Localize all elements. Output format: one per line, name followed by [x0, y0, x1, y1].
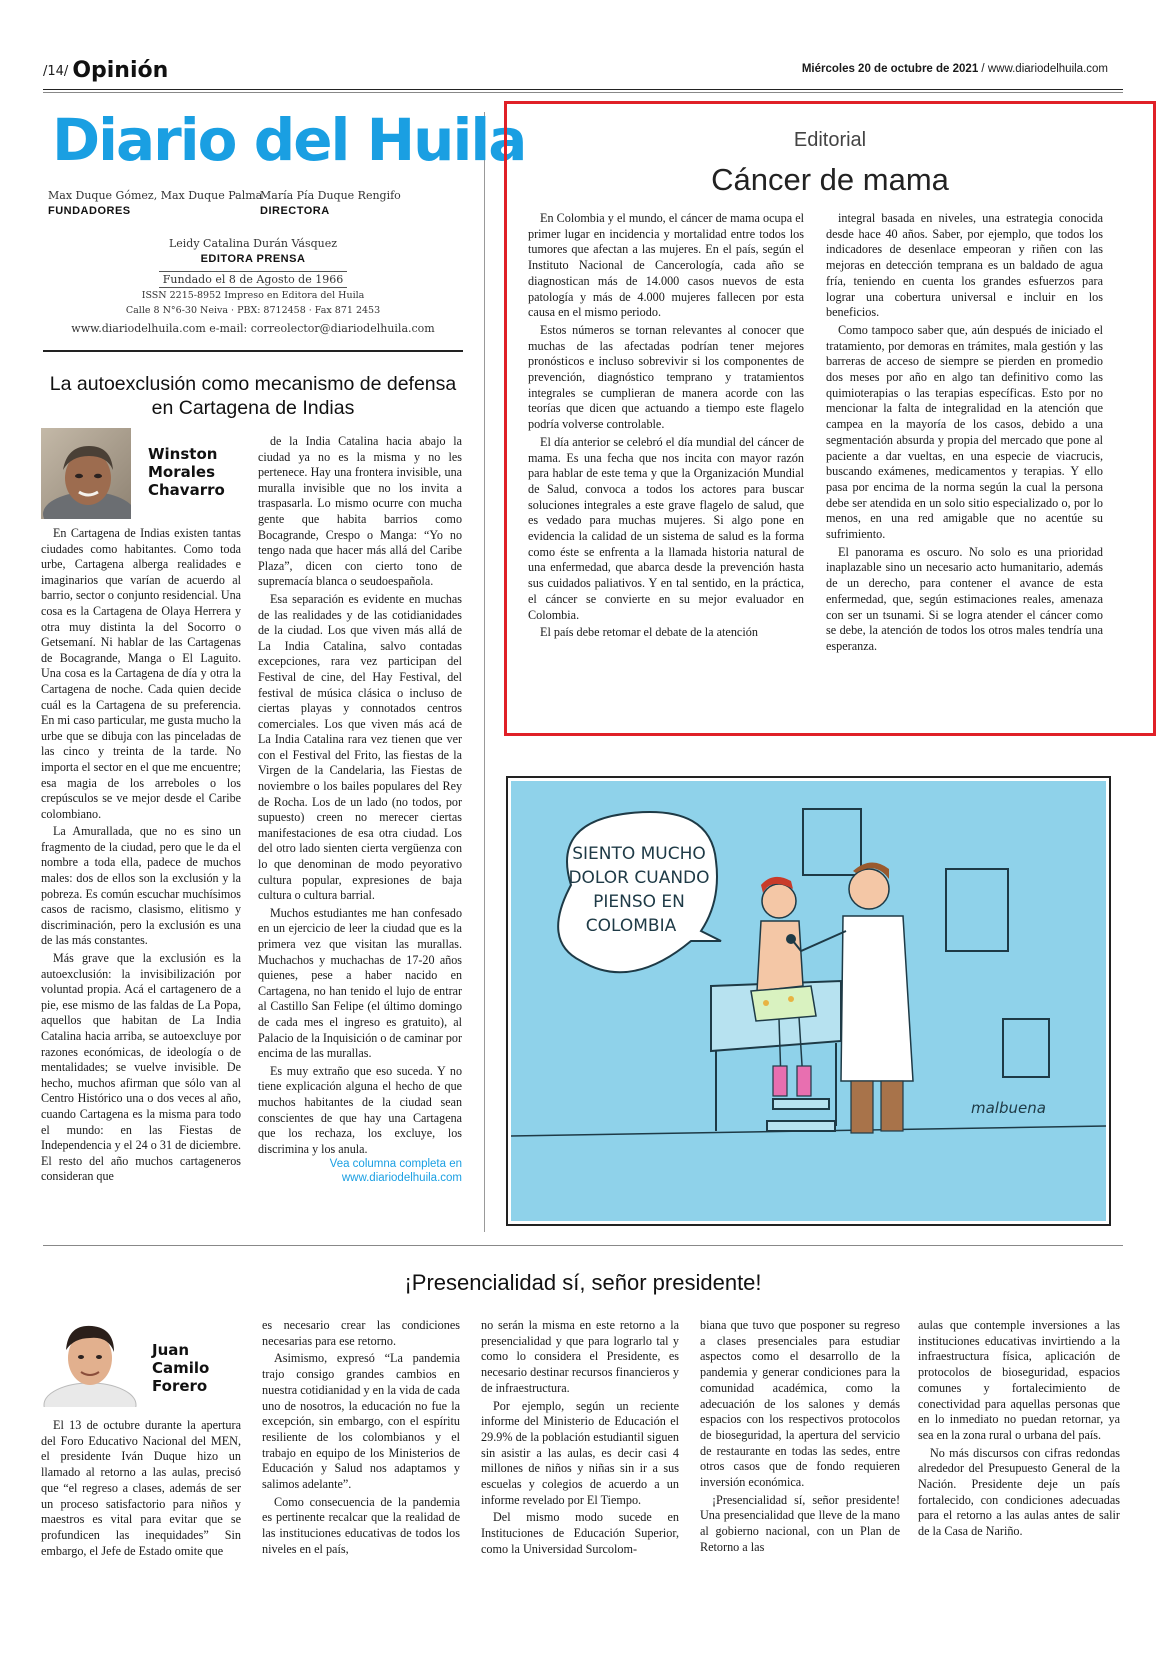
paragraph: Es muy extraño que eso suceda. Y no tiene explicación alguna el hecho de que muchos habitantes de la ciudad sean conscientes de que hay una Cartagena que los rechaza, los excluye, los discrimina y los anula. — [258, 1063, 462, 1156]
editorial-col-b — [826, 211, 1103, 655]
director-name: María Pía Duque Rengifo — [260, 189, 401, 202]
read-more-link[interactable] — [258, 1157, 462, 1185]
speech-line: SIENTO MUCHO — [572, 844, 706, 864]
paragraph: Como consecuencia de la pandemia es pertinente recalcar que la realidad de las instituciones educativas de todos los niveles en el país, — [262, 1494, 460, 1556]
read-more-url[interactable]: www.diariodelhuila.com — [341, 1172, 462, 1185]
paragraph: aulas que contemple inversiones a las instituciones educativas invirtiendo a la infraestructura física, aplicación de protocolos de bioseguridad, espacios comunes y fortalecimiento de conectividad para aquellas personas que en lo inmediato no puedan retornar, ya sea en la zona rural o urbana del país. — [918, 1318, 1120, 1442]
paragraph: La Amurallada, que no es sino un fragmento de la ciudad, pero que le da el nombre a toda ella, padece de muchos males: dos de ellos son la exclusión y la pobreza. Es común escuchar muchísimos casos de racismo, clasismo, elitismo y discriminación, pero la exclusión es una de las más constantes. — [41, 824, 241, 948]
paragraph: Estos números se tornan relevantes al conocer que muchas de las afectadas podrían tener mejores pronósticos e incluso sobrevivir si los componentes de prevención, diagnóstico temprano y tratamientos integrales se cumplieran de manera acorde con las teorías que dicen que actuando a tiempo este flagelo podría volverse controlable. — [528, 322, 804, 432]
paragraph: no serán la misma en este retorno a la presencialidad y que para lograrlo tal y como lo considera el Presidente, es necesario destinar recursos financieros y de infraestructura. — [481, 1318, 679, 1395]
paragraph: El día anterior se celebró el día mundial del cáncer de mama. Es una fecha que nos incita con mayor razón para hablar de este tema y que la Organización Mundial de Salud, convoca a todos los actores para buscar soluciones integrales a este grave flagelo de salud, que es vedado para muchas mujeres. Si algo pone en evidencia la calidad de un sistema de salud es la forma como éste se enfrenta a la llamada historia natural de una enfermedad, que abarca desde la prevención hasta sus cuidados paliativos. Y en tal sentido, en la práctica, el cáncer se convierte en su mejor evaluador en Colombia. — [528, 434, 804, 622]
director-role: DIRECTORA — [260, 205, 330, 217]
paragraph: Por ejemplo, según un reciente informe del Ministerio de Educación el 29.9% de la población estudiantil siguen sin asistir a las aulas, es decir casi 4 millones de niños y niñas sin ir a sus escuelas y colegios de acuerdo a un informe revelado por El Tiempo. — [481, 1398, 679, 1507]
author-line: Forero — [152, 1377, 208, 1395]
header-separator: / — [978, 63, 988, 75]
issn-line: ISSN 2215-8952 Impreso en Editora del Huila — [141, 290, 365, 301]
author-line: Camilo — [152, 1359, 210, 1377]
column2-title: ¡Presencialidad sí, señor presidente! — [404, 1270, 762, 1295]
cartoonist-signature: malbuena — [971, 1099, 1046, 1117]
column-divider — [484, 112, 485, 1232]
column1-col-b — [258, 434, 462, 1185]
paragraph: El panorama es oscuro. No solo es una prioridad inaplazable sino un necesario acto humanitario, además de un derecho, para contener el avance de esta enfermedad, que, según estimaciones reales, amenaza con ser un tsunami. Si se logra atender el cáncer como se debe, la atención de todos los otros males tendría una esperanza. — [826, 544, 1103, 653]
editorial-cartoon — [506, 776, 1111, 1226]
header-rule-thin — [43, 92, 1123, 93]
page-date: Miércoles 20 de octubre de 2021 — [801, 63, 979, 75]
director-credit — [260, 188, 401, 219]
speech-line: COLOMBIA — [585, 916, 677, 936]
paragraph: No más discursos con cifras redondas alrededor del Presupuesto General de la Nación. Presidente deje un país fortalecido, con condiciones adecuadas para el retorno a las aulas antes de salir de la Casa de Nariño. — [918, 1445, 1120, 1539]
bottom-section-rule — [43, 1245, 1123, 1246]
paragraph: integral basada en niveles, una estrategia conocida desde hace 40 años. Saber, por ejemplo, que todos los indicadores de desenlace empeoran y riñen con las mejoras en detección temprana es un baldado de agua fría, teniendo en cuenta los grandes esfuerzos para lograr una cobertura universal e incluir en los beneficios. — [826, 211, 1103, 320]
paragraph: Esa separación es evidente en muchas de las realidades y de las cotidianidades de la ciudad. Los que viven más allá de La India Catalina, salvo contadas excepciones, rara vez participan del Festival de cine, del Hay Festival, del festival de música clásica o incluso de ciertas playas y connotados centros comerciales. Los que viven más acá de La India Catalina rara vez tienen que ver con el Festival del Frito, las fiestas de la Virgen de la Candelaria, las Fiestas de noviembre o los bailes populares del Rey de Rocha. Los de un lado (no todos, por supuesto) creen no merecer ciertas manifestaciones de esa otra ciudad. Los del otro lado sienten cierta vergüenza con lo que denominan de modo peyorativo cultura popular, expresiones de baja cultura o cultura barrial. — [258, 591, 462, 903]
paragraph: biana que tuvo que posponer su regreso a clases presenciales para estudiar aspectos como el desarrollo de la pandemia y generar condiciones para la comunidad académica, como la adecuación de los salones y demás espacios con los respectivos protocolos de bioseguridad, la apertura del servicio de restaurante en todas las sedes, entre otros casos que de fondo requieren inversión económica. — [700, 1318, 900, 1490]
paragraph: En Colombia y el mundo, el cáncer de mama ocupa el primer lugar en incidencia y mortalidad entre todos los tumores que afectan a las mujeres. En el país, según el Instituto Nacional de Cancerología, cada año se diagnostican más de 14.000 casos nuevos de esta patología y más de 4.000 mujeres fallecen por esta causa en el mismo periodo. — [528, 211, 804, 320]
author-line: Morales — [148, 463, 215, 481]
header-rule — [43, 89, 1123, 90]
column2-col-d — [700, 1318, 900, 1556]
editorial-title: Cáncer de mama — [711, 162, 949, 197]
editorial-label: Editorial — [793, 129, 867, 151]
editor-role: EDITORA PRENSA — [200, 253, 306, 265]
paragraph: El 13 de octubre durante la apertura del Foro Educativo Nacional del MEN, el presidente Iván Duque hizo un llamado al retorno a las aulas, precisó que “el regreso a clases, además de ser un proceso satisfactorio para niños y maestros es vital para evitar que se profundicen las inequidades” Sin embargo, el Jefe de Estado omite que — [41, 1418, 241, 1558]
paragraph: ¡Presencialidad sí, señor presidente! Una presencialidad que lleve de la mano al gobierno nacional, con un Plan de Retorno a las — [700, 1492, 900, 1554]
column2-col-c — [481, 1318, 679, 1558]
author-photo-winston — [41, 428, 131, 519]
column1-author — [148, 445, 225, 499]
read-more-text[interactable]: Vea columna completa en — [329, 1158, 462, 1171]
masthead-rule — [43, 350, 463, 352]
paragraph: Más grave que la exclusión es la autoexclusión: la invisibilización por voluntad propia. Acá el cartagenero de a pie, ese mismo de las faldas de La Popa, aquellos que habitan de La India Catalina hacia arriba, se autoexcluye por razones económicas, de ideología o de mentalidades; se vuelve invisible. De hecho, muchos afirman que sólo van al Centro Histórico una o dos veces al año, cuando Cartagena es la misma para todo el mundo: en las Fiestas de Independencia y el 24 o 31 de diciembre. El resto del año muchos cartageneros consideran que — [41, 951, 241, 1184]
paragraph: El país debe retomar el debate de la atención — [540, 625, 758, 640]
author-line: Juan — [152, 1341, 190, 1359]
paragraph: Como tampoco saber que, aún después de iniciado el tratamiento, por demoras en trámites, mala gestión y las barreras de acceso de siempre se pierden en promedio dos meses por año en algo tan definitivo como las quimioterapias o las terapias específicas. Esto por no mencionar la falta de integralidad en la atención que campea en la mayoría de los casos, debido a una segmentación absurda y propia del mercado que pone al paciente a dar vueltas, en una especie de viacrucis, buscando exámenes, medicamentos y terapias. Y ello pasa por encima de la norma según la cual la persona debe ser atendida en un solo sitio especializado o, por lo menos, en una red amigable que no acentúe su sufrimiento. — [826, 322, 1103, 542]
author-line: Chavarro — [148, 481, 225, 499]
column2-author — [152, 1341, 209, 1395]
page-header-left — [43, 58, 168, 83]
column1-col-a — [41, 526, 241, 1185]
speech-line: DOLOR CUANDO — [568, 868, 710, 888]
paragraph: Muchos estudiantes me han confesado en un ejercicio de leer la ciudad que es la primera vez que visitan las murallas. Muchachos y muchachas de 17-20 años quienes, pese a haber nacido en Cartagena, no han tenido el lujo de entrar al Castillo San Felipe (el último domingo de cada mes el ingreso es gratuito), al Palacio de la Inquisición o de caminar por encima de las murallas. — [258, 905, 462, 1061]
founders-names: Max Duque Gómez, Max Duque Palma — [48, 189, 263, 202]
founded-date: Fundado el 8 de Agosto de 1966 — [159, 271, 347, 288]
paragraph: Asimismo, expresó “La pandemia trajo consigo grandes cambios en nuestra cotidianidad y en la vida de cada uno de nosotros, la educación no fue la excepción, sin embargo, con el espíritu resiliente de los colombianos y el trabajo en equipo de los Ministerios de Educación y Salud nos adaptamos y salimos adelante”. — [262, 1351, 460, 1492]
masthead-title: Diario del Huila — [52, 106, 526, 174]
speech-line: PIENSO EN — [593, 892, 685, 912]
paragraph: Del mismo modo sucede en Instituciones de Educación Superior, como la Universidad Surcolom- — [481, 1510, 679, 1556]
paragraph: de la India Catalina hacia abajo la ciudad ya no es la misma y no les pertenece. Hay una frontera invisible, una muralla invisible que no los invita a traspasarla. Lo mismo ocurre con mucha gente que habita barrios como Bocagrande, Crespo o Manga: “Yo no tengo nada que hacer más allá del Caribe Plaza”, dicen con cierto tono de supremacía blanca o seudoespañola. — [258, 434, 462, 589]
founders-role: FUNDADORES — [48, 205, 131, 217]
header-url[interactable]: www.diariodelhuila.com — [987, 63, 1108, 75]
column2-col-e — [918, 1318, 1120, 1540]
author-line: Winston — [148, 445, 218, 463]
section-name: Opinión — [72, 58, 169, 83]
column2-col-b — [262, 1318, 460, 1558]
founders-credit — [48, 188, 262, 219]
address-line: Calle 8 N°6-30 Neiva · PBX: 8712458 · Fax 871 2453 — [125, 305, 381, 316]
column2-col-a — [41, 1418, 241, 1559]
column1-title: La autoexclusión como mecanismo de defensa en Cartagena de Indias — [49, 373, 457, 419]
editor-name: Leidy Catalina Durán Vásquez — [168, 237, 338, 250]
contact-line[interactable]: www.diariodelhuila.com e-mail: correolector@diariodelhuila.com — [71, 322, 435, 335]
paragraph: es necesario crear las condiciones necesarias para ese retorno. — [262, 1318, 460, 1348]
paragraph: En Cartagena de Indias existen tantas ciudades como habitantes. Como toda urbe, Cartagena alberga realidades e imaginarios que varían de acuerdo al barrio, sector o conjunto residencial. Una cosa es la Cartagena de Olaya Herrera y otra muy distinta la del Socorro o Getsemaní. Ni hablar de las Cartagenas de Bocagrande, Manga o El Laguito. Una cosa es la Cartagena de día y otra la Cartagena de noche. Cada quien decide cuál es la Cartagena de su preferencia. En mi caso particular, me gusta mucho la urbe que se dibuja con las pinceladas de las cinco y treinta de la tarde. No importa el sector en el que me encuentre; esa magia de los arreboles o los crepúsculos se ve mejor desde el Caribe colombiano. — [41, 526, 241, 821]
page-number: /14/ — [43, 64, 69, 79]
editorial-col-a — [528, 211, 804, 641]
masthead-info — [43, 236, 463, 336]
author-photo-juan — [40, 1308, 138, 1407]
page-header-right — [802, 63, 1108, 75]
